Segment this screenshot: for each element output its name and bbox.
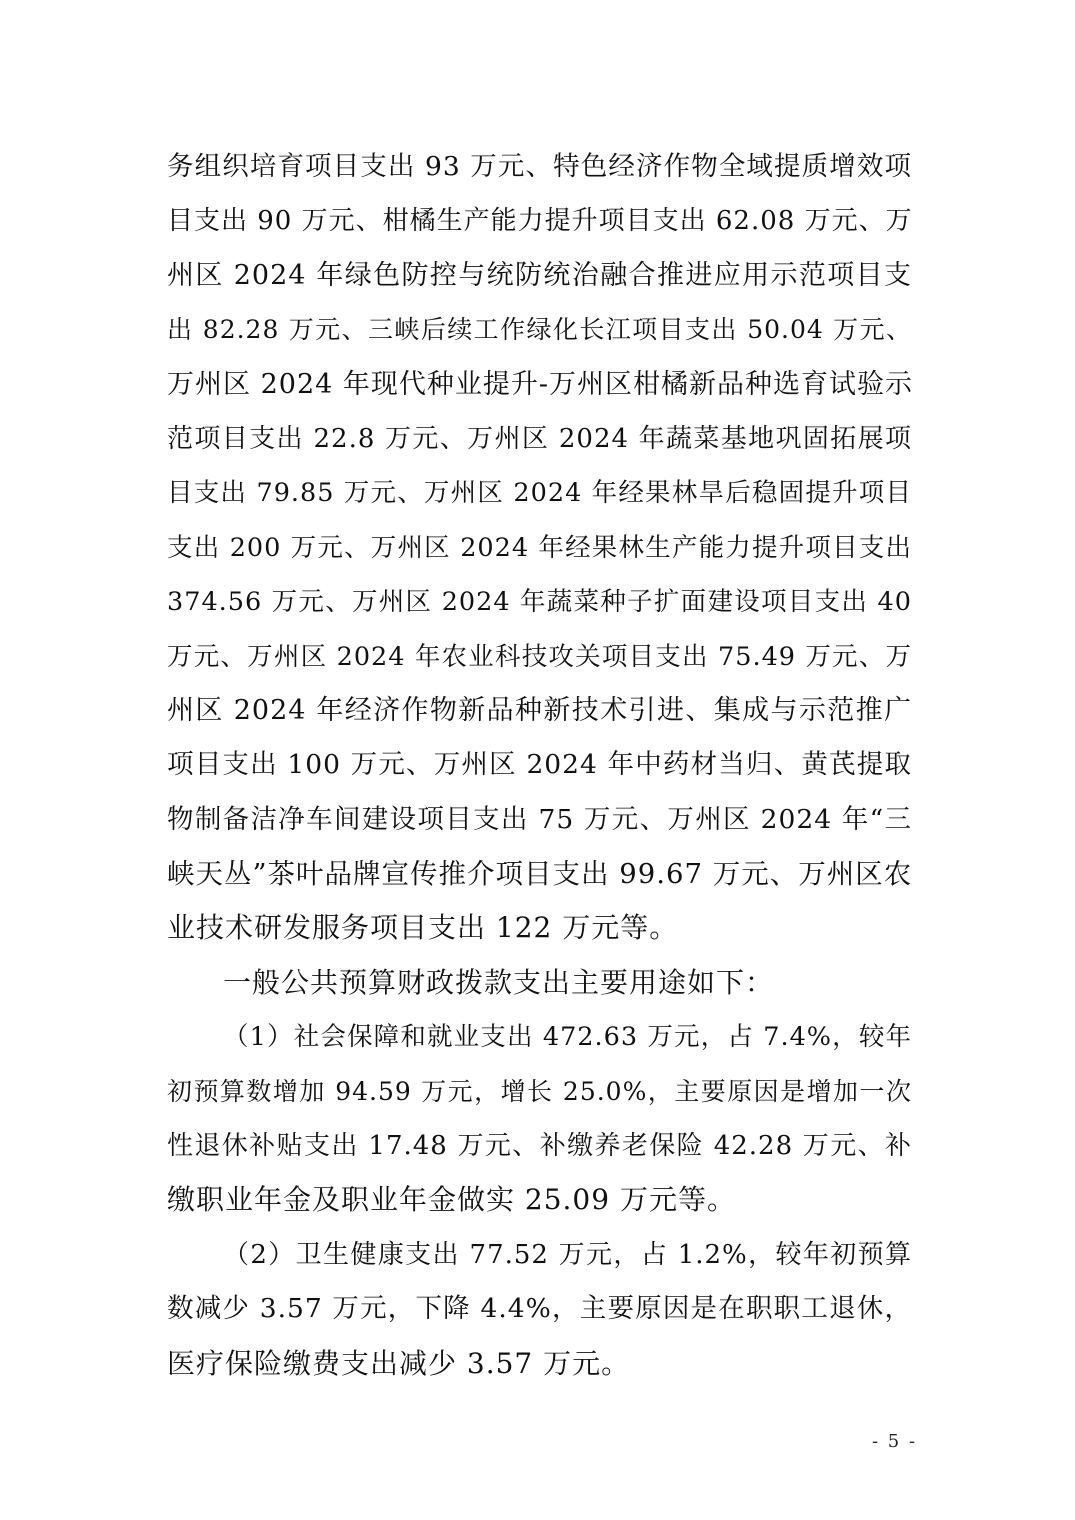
paragraph-item-1 xyxy=(167,1010,912,1228)
body-text xyxy=(167,140,912,1391)
text-line: （1）社会保障和就业支出 472.63 万元，占 7.4%，较年 xyxy=(223,1022,912,1053)
text-line: 物制备洁净车间建设项目支出 75 万元、万州区 2024 年“三 xyxy=(167,803,912,835)
text-line: 州区 2024 年经济作物新品种新技术引进、集成与示范推广 xyxy=(167,694,912,726)
text-line: 万元、万州区 2024 年农业科技攻关项目支出 75.49 万元、万 xyxy=(167,641,912,672)
page-number: - 5 - xyxy=(872,1431,918,1452)
text-line: 范项目支出 22.8 万元、万州区 2024 年蔬菜基地巩固拓展项 xyxy=(167,423,912,454)
text-line: 支出 200 万元、万州区 2024 年经果林生产能力提升项目支出 xyxy=(167,532,912,563)
text-line: 项目支出 100 万元、万州区 2024 年中药材当归、黄芪提取 xyxy=(167,749,912,781)
text-line: 数减少 3.57 万元，下降 4.4%，主要原因是在职职工退休， xyxy=(167,1293,912,1325)
text-line: 州区 2024 年绿色防控与统防统治融合推进应用示范项目支 xyxy=(167,259,912,291)
text-line: 一般公共预算财政拨款支出主要用途如下： xyxy=(223,965,775,999)
text-line: 缴职业年金及职业年金做实 25.09 万元等。 xyxy=(167,1183,736,1217)
text-line: 性退休补贴支出 17.48 万元、补缴养老保险 42.28 万元、补 xyxy=(167,1131,912,1162)
text-line: 374.56 万元、万州区 2024 年蔬菜种子扩面建设项目支出 40 xyxy=(167,587,912,618)
paragraph-usage-intro xyxy=(167,956,912,1010)
paragraph-item-2 xyxy=(167,1228,912,1391)
text-line: 医疗保险缴费支出减少 3.57 万元。 xyxy=(167,1346,631,1380)
text-line: 万州区 2024 年现代种业提升-万州区柑橘新品种选育试验示 xyxy=(167,368,913,400)
text-line: 出 82.28 万元、三峡后续工作绿化长江项目支出 50.04 万元、 xyxy=(167,315,912,345)
text-line: 业技术研发服务项目支出 122 万元等。 xyxy=(167,911,679,945)
text-line: 初预算数增加 94.59 万元，增长 25.0%，主要原因是增加一次 xyxy=(167,1076,912,1106)
text-line: 目支出 79.85 万元、万州区 2024 年经果林旱后稳固提升项目 xyxy=(167,478,912,509)
text-line: 务组织培育项目支出 93 万元、特色经济作物全域提质增效项 xyxy=(167,151,912,182)
text-line: （2）卫生健康支出 77.52 万元，占 1.2%，较年初预算 xyxy=(223,1239,912,1270)
text-line: 峡天丛”茶叶品牌宣传推介项目支出 99.67 万元、万州区农 xyxy=(167,858,913,891)
text-line: 目支出 90 万元、柑橘生产能力提升项目支出 62.08 万元、万 xyxy=(167,206,913,237)
paragraph-project-list xyxy=(167,140,912,956)
